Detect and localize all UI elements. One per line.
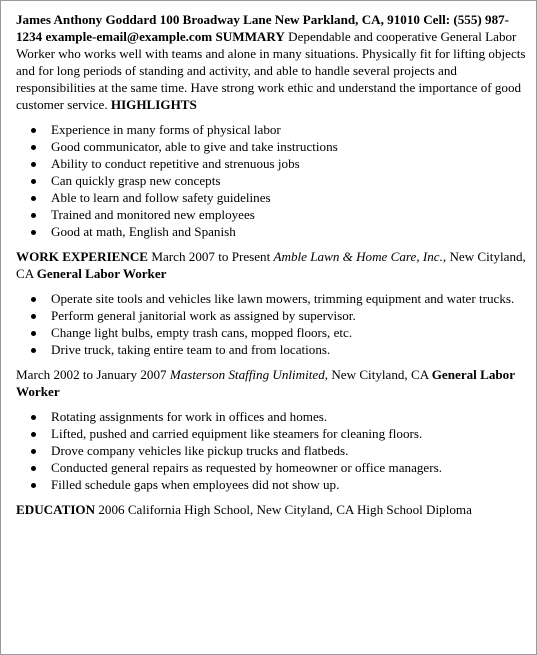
list-item: Good communicator, able to give and take instructions: [51, 138, 527, 155]
job-1-dates: March 2007 to Present: [151, 249, 271, 264]
cell-label: Cell:: [423, 12, 451, 27]
list-item: Filled schedule gaps when employees did not show up.: [51, 476, 527, 493]
job-1-company: Amble Lawn & Home Care, Inc.: [273, 249, 443, 264]
candidate-name: James Anthony Goddard: [16, 12, 157, 27]
job-2-header: [16, 366, 527, 400]
list-item: Able to learn and follow safety guidelines: [51, 189, 527, 206]
job-2-title: General Labor Worker: [16, 367, 515, 399]
education-line: [16, 501, 527, 518]
list-item: Conducted general repairs as requested by homeowner or office managers.: [51, 459, 527, 476]
job-2-duties-list: [16, 408, 527, 493]
list-item: Change light bulbs, empty trash cans, mopped floors, etc.: [51, 324, 527, 341]
highlights-list: [16, 121, 527, 240]
summary-heading: SUMMARY: [215, 29, 285, 44]
education-year: 2006: [98, 502, 125, 517]
job-2-location: , New Cityland, CA: [324, 367, 429, 382]
summary-text: Dependable and cooperative General Labor Worker who works well with teams and alone in many situations. Physically fit for lifting objects and for long periods of standing and activity, and able to handle several projects and responsibilities at the same time. Have strong work ethic and understand the importance of good customer service.: [16, 29, 526, 112]
header-summary-paragraph: [16, 11, 527, 113]
list-item: Lifted, pushed and carried equipment like steamers for cleaning floors.: [51, 425, 527, 442]
job-1-header: [16, 248, 527, 282]
list-item: Rotating assignments for work in offices and homes.: [51, 408, 527, 425]
candidate-phone: (555) 987-1234: [16, 12, 510, 44]
list-item: Drove company vehicles like pickup trucks and flatbeds.: [51, 442, 527, 459]
job-1-duties-list: [16, 290, 527, 358]
education-degree: High School Diploma: [356, 502, 472, 517]
list-item: Perform general janitorial work as assigned by supervisor.: [51, 307, 527, 324]
education-heading: EDUCATION: [16, 502, 96, 517]
list-item: Can quickly grasp new concepts: [51, 172, 527, 189]
job-2-company: Masterson Staffing Unlimited: [169, 367, 325, 382]
candidate-address: 100 Broadway Lane New Parkland, CA, 91010: [159, 12, 420, 27]
list-item: Drive truck, taking entire team to and from locations.: [51, 341, 527, 358]
job-1-title: General Labor Worker: [36, 266, 167, 281]
list-item: Operate site tools and vehicles like lawn mowers, trimming equipment and water trucks.: [51, 290, 527, 307]
job-1-location: , New Cityland, CA: [16, 249, 526, 281]
candidate-email: example-email@example.com: [45, 29, 213, 44]
list-item: Ability to conduct repetitive and strenuous jobs: [51, 155, 527, 172]
list-item: Trained and monitored new employees: [51, 206, 527, 223]
list-item: Good at math, English and Spanish: [51, 223, 527, 240]
job-2-dates: March 2002 to January 2007: [16, 367, 167, 382]
work-experience-heading: WORK EXPERIENCE: [16, 249, 149, 264]
education-school: California High School, New Cityland, CA: [127, 502, 354, 517]
highlights-heading: HIGHLIGHTS: [110, 97, 197, 112]
list-item: Experience in many forms of physical labor: [51, 121, 527, 138]
